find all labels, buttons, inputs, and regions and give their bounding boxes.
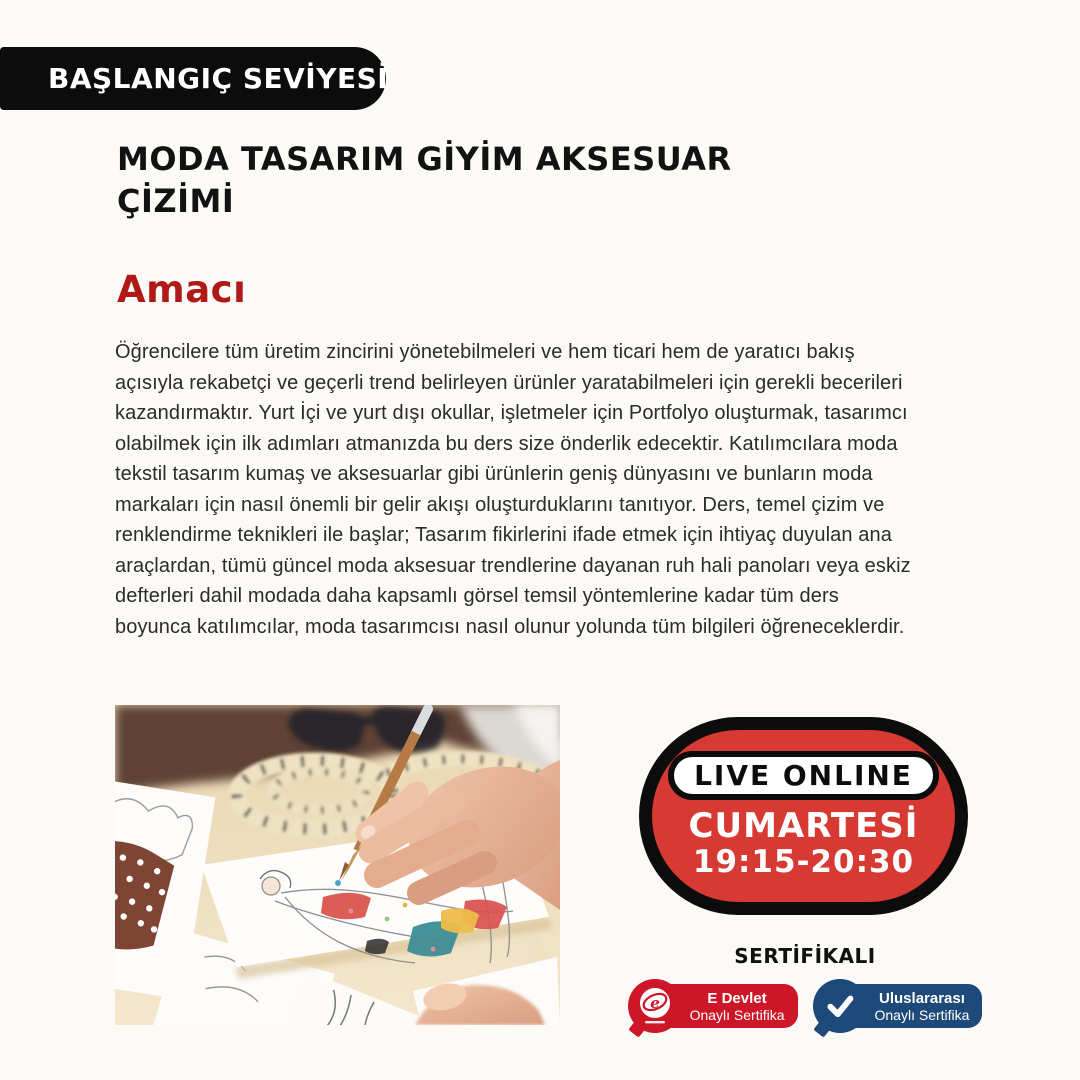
course-photo <box>115 705 560 1025</box>
schedule-time: 19:15-20:30 <box>692 844 915 880</box>
level-badge-label: BAŞLANGIÇ SEVİYESİ <box>48 62 389 95</box>
international-subtitle: Onaylı Sertifika <box>874 1006 970 1023</box>
schedule-badge <box>639 717 968 915</box>
course-title: MODA TASARIM GİYİM AKSESUAR ÇİZİMİ <box>117 140 732 220</box>
international-certificate-badge <box>813 979 983 1033</box>
international-title: Uluslararası <box>879 989 965 1007</box>
e-devlet-badge-text <box>666 984 798 1028</box>
certification-section <box>640 944 970 1033</box>
level-badge <box>0 47 389 110</box>
check-icon <box>813 979 867 1033</box>
international-badge-text <box>851 984 983 1028</box>
section-heading: Amacı <box>117 268 247 311</box>
e-devlet-logo-icon <box>628 979 682 1033</box>
svg-text:e: e <box>649 994 660 1012</box>
certification-badges <box>640 979 970 1033</box>
certification-heading: SERTİFİKALI <box>734 944 876 968</box>
course-description: Öğrencilere tüm üretim zincirini yönetebilmeleri ve hem ticari hem de yaratıcı bakış açısıyla rekabetçi ve geçerli trend belirleyen ürünler yaratabilmeleri için gerekli becerileri kazandırmaktır. Yurt İçi ve yurt dışı okullar, işletmeler için Portfolyo oluşturmak, tasarımcı olabilmek için ilk adımları atmanızda bu ders size önderlik edecektir. Katılımcılara moda tekstil tasarım kumaş ve aksesuarlar gibi ürünlerin geniş dünyasını ve bunların moda markaları için nasıl önemli bir gelir akışı oluşturduklarını tanıtıyor. Ders, temel çizim ve renklendirme teknikleri ile başlar; Tasarım fikirlerini ifade etmek için ihtiyaç duyulan ana araçlardan, tümü güncel moda aksesuar trendlerine dayanan ruh hali panoları veya eskiz defterleri dahil modada daha kapsamlı görsel temsil yöntemlerine kadar tüm ders boyunca katılımcılar, moda tasarımcısı nasıl olunur yolunda tüm bilgileri öğreneceklerdir. <box>115 341 911 638</box>
fashion-sketching-illustration <box>115 705 560 1025</box>
e-devlet-title: E Devlet <box>707 989 767 1007</box>
live-online-label: LIVE ONLINE <box>694 759 913 792</box>
live-online-pill <box>668 751 939 800</box>
schedule-day: CUMARTESİ <box>688 806 919 846</box>
e-devlet-subtitle: Onaylı Sertifika <box>689 1006 785 1023</box>
e-devlet-certificate-badge <box>628 979 798 1033</box>
